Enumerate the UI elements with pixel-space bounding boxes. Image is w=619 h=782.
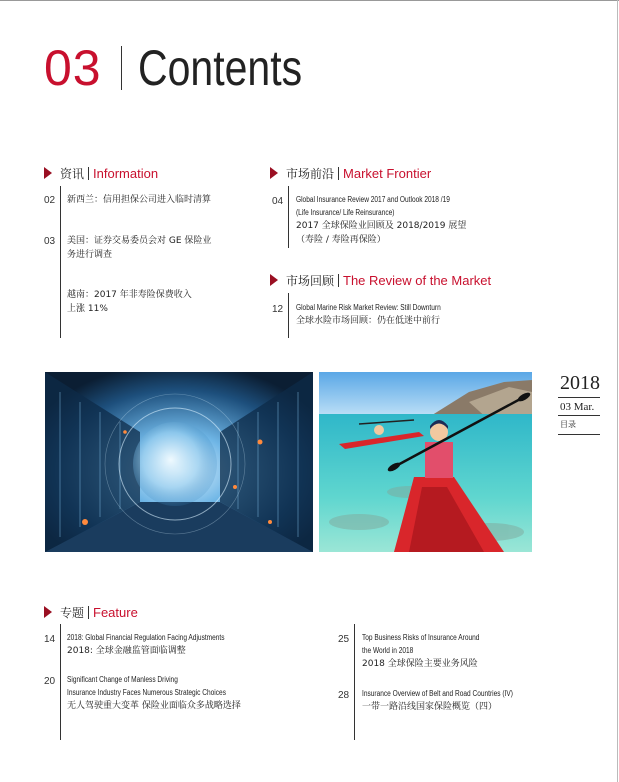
date-divider <box>558 415 600 416</box>
page-number: 03 <box>44 236 56 247</box>
entry-line: 2018 全球保险主要业务风险 <box>362 659 478 669</box>
toc-entry[interactable] <box>362 687 546 714</box>
entry-line-en: Significant Change of Manless Driving <box>67 675 178 684</box>
section-header-review <box>270 272 491 288</box>
section-title-cn: 专题 <box>60 605 85 620</box>
kayak-image <box>319 372 532 552</box>
section-rule <box>288 186 289 248</box>
section-title-en: Feature <box>93 604 138 620</box>
page-number: 14 <box>44 634 56 645</box>
entry-line: 全球水险市场回顾：仍在低迷中前行 <box>296 316 441 326</box>
section-divider <box>88 167 89 180</box>
section-title-cn: 资讯 <box>60 166 85 181</box>
section-divider <box>88 606 89 619</box>
section-rule <box>60 624 61 740</box>
page-number: 25 <box>338 634 350 645</box>
section-rule <box>288 293 289 338</box>
entry-line-en: Global Insurance Review 2017 and Outlook 2018 /19 <box>296 195 450 204</box>
entry-line-en: Insurance Overview of Belt and Road Countries (IV) <box>362 689 513 698</box>
toc-entry[interactable] <box>67 631 259 658</box>
page-number: 28 <box>338 690 350 701</box>
toc-entry[interactable] <box>67 234 211 262</box>
entry-line: （寿险 / 寿险再保险） <box>296 235 386 245</box>
section-title-en: Information <box>93 165 159 181</box>
section-title-cn: 市场前沿 <box>286 166 335 181</box>
issue-year: 2018 <box>560 372 600 394</box>
entry-line-en: Insurance Industry Faces Numerous Strategic Choices <box>67 688 226 697</box>
page-number: 12 <box>272 304 284 315</box>
entry-line-en: 2018: Global Financial Regulation Facing Adjustments <box>67 633 225 642</box>
entry-line: 美国：证券交易委员会对 GE 保险业 <box>67 236 212 246</box>
server-room-image <box>45 372 313 552</box>
date-divider <box>558 397 600 398</box>
arrow-icon <box>270 167 278 179</box>
page-number: 02 <box>44 195 56 206</box>
entry-line: 2017 全球保险业回顾及 2018/2019 展望 <box>296 221 467 231</box>
section-header-market-frontier <box>270 165 431 181</box>
top-border <box>0 0 619 1</box>
page-number: 20 <box>44 676 56 687</box>
toc-entry[interactable] <box>296 193 484 247</box>
issue-month: 03 Mar. <box>560 401 595 413</box>
section-divider <box>338 167 339 180</box>
chapter-number: 03 <box>44 40 102 96</box>
date-divider <box>558 434 600 435</box>
section-title-en: The Review of the Market <box>343 272 492 288</box>
toc-entry[interactable] <box>67 193 211 207</box>
entry-line-en: (Life Insurance/ Life Reinsurance) <box>296 208 395 217</box>
entry-line: 务进行调查 <box>67 250 113 260</box>
entry-line: 越南：2017 年非寿险保费收入 <box>67 290 192 300</box>
entry-line: 2018: 全球金融监管面临调整 <box>67 646 186 656</box>
toc-entry[interactable] <box>362 631 505 671</box>
section-title-en: Market Frontier <box>343 165 432 181</box>
entry-line-en: the World in 2018 <box>362 646 414 655</box>
entry-line: 一带一路沿线国家保险概览（四） <box>362 702 498 712</box>
arrow-icon <box>270 274 278 286</box>
entry-line: 新西兰：信用担保公司进入临时清算 <box>67 195 212 205</box>
arrow-icon <box>44 167 52 179</box>
right-border <box>617 0 618 782</box>
toc-label: 目录 <box>560 420 576 429</box>
toc-entry[interactable] <box>296 301 473 328</box>
arrow-icon <box>44 606 52 618</box>
entry-line-en: Top Business Risks of Insurance Around <box>362 633 480 642</box>
page-title: Contents <box>138 40 303 96</box>
section-rule <box>354 624 355 740</box>
section-header-information <box>44 165 158 181</box>
entry-line: 无人驾驶重大变革 保险业面临众多战略选择 <box>67 701 241 711</box>
entry-line-en: Global Marine Risk Market Review: Still Downturn <box>296 303 441 312</box>
section-header-feature <box>44 604 138 620</box>
section-title-cn: 市场回顾 <box>286 273 335 288</box>
section-rule <box>60 186 61 338</box>
page-number: 04 <box>272 196 284 207</box>
header-divider <box>121 46 122 90</box>
toc-entry[interactable] <box>67 673 261 713</box>
toc-entry[interactable] <box>67 288 192 316</box>
section-divider <box>338 274 339 287</box>
entry-line: 上涨 11% <box>67 304 108 314</box>
